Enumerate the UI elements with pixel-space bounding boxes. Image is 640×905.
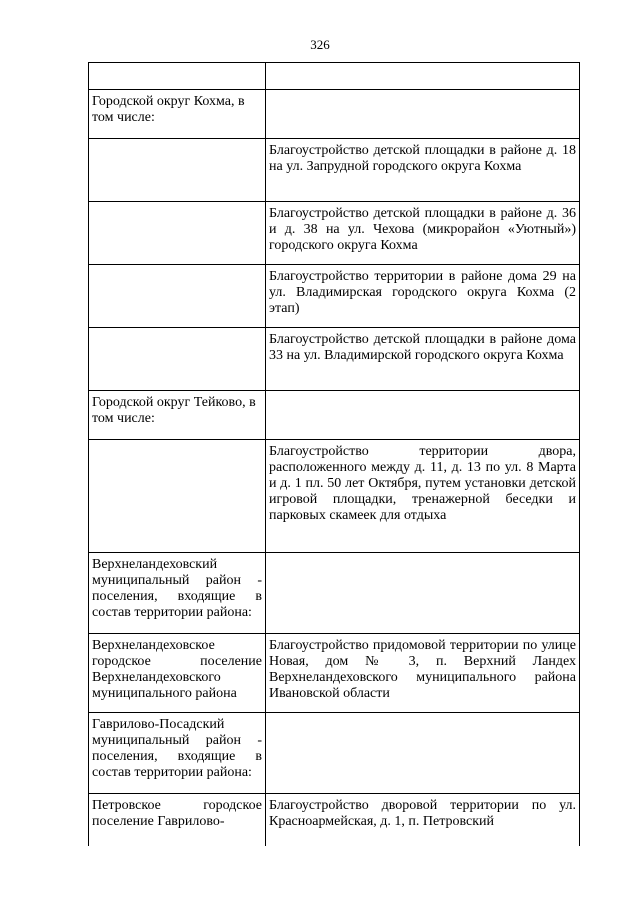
municipality-cell: Гаврилово-Посадский муниципальный район - поселения, входящие в состав территории района: [89,713,266,794]
project-cell [266,90,580,139]
municipality-cell [89,265,266,328]
municipality-cell: Городской округ Тейково, в том числе: [89,391,266,440]
municipality-cell: Петровское городское поселение Гаврилово- [89,794,266,847]
table-row [89,90,580,139]
municipality-cell [89,202,266,265]
table-row [89,553,580,634]
table-cell [89,63,266,90]
project-cell: Благоустройство территории в районе дома 29 на ул. Владимирская городского округа Кохма (2 этап) [266,265,580,328]
table-cell [266,63,580,90]
municipality-cell: Верхнеландеховское городское поселение Верхнеландеховского муниципального района [89,634,266,713]
table-row [89,202,580,265]
table-row [89,139,580,202]
project-cell [266,713,580,794]
municipality-cell [89,440,266,553]
table-row [89,265,580,328]
table-row [89,634,580,713]
municipality-cell [89,328,266,391]
municipality-cell: Городской округ Кохма, в том числе: [89,90,266,139]
table-row [89,391,580,440]
project-cell: Благоустройство детской площадки в районе дома 33 на ул. Владимирской городского округа Кохма [266,328,580,391]
project-cell: Благоустройство территории двора, расположенного между д. 11, д. 13 по ул. 8 Марта и д. 1 пл. 50 лет Октября, путем установки детской игровой площадки, тренажерной беседки и парковых скамеек для отдыха [266,440,580,553]
table-row [89,794,580,847]
municipality-cell [89,139,266,202]
projects-table [88,62,580,846]
table-row [89,713,580,794]
project-cell [266,553,580,634]
page-number: 326 [310,37,330,52]
project-cell [266,391,580,440]
project-cell: Благоустройство дворовой территории по ул. Красноармейская, д. 1, п. Петровский [266,794,580,847]
municipality-cell: Верхнеландеховский муниципальный район - поселения, входящие в состав территории района: [89,553,266,634]
project-cell: Благоустройство детской площадки в районе д. 18 на ул. Запрудной городского округа Кохма [266,139,580,202]
table-row [89,440,580,553]
project-cell: Благоустройство детской площадки в районе д. 36 и д. 38 на ул. Чехова (микрорайон «Уютный») городского округа Кохма [266,202,580,265]
table-row [89,63,580,90]
table-row [89,328,580,391]
project-cell: Благоустройство придомовой территории по улице Новая, дом № 3, п. Верхний Ландех Верхнеландеховского муниципального района Ивановской области [266,634,580,713]
